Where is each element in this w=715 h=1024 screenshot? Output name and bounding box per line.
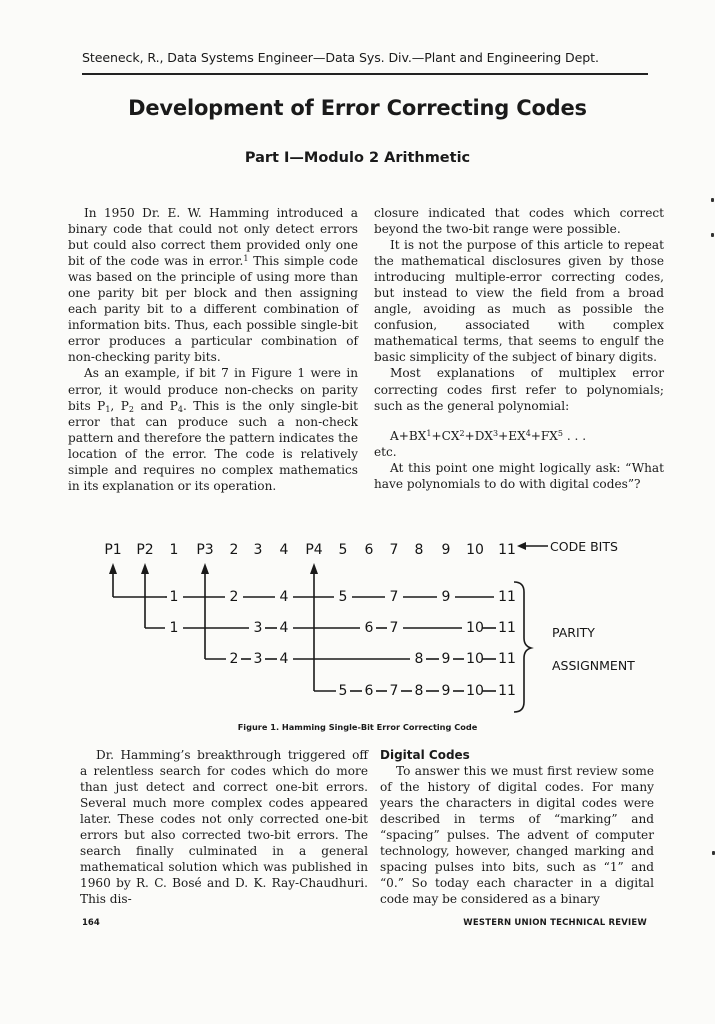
formula-term: +EX <box>498 428 526 443</box>
code-bit-label: P4 <box>305 542 323 558</box>
parity-row-bit: 2 <box>229 589 239 605</box>
exponent: 3 <box>493 428 499 438</box>
section-heading: Digital Codes <box>380 748 470 762</box>
text-run: As an example, if bit 7 in Figure 1 were in error, it would produce non-checks on parity bits P <box>68 366 358 413</box>
exponent: 2 <box>459 428 465 438</box>
parity-row-bit: 6 <box>364 620 374 636</box>
code-bits-label: CODE BITS <box>550 539 618 554</box>
formula-term: A+BX <box>390 428 427 443</box>
code-bit-label: P1 <box>104 542 122 558</box>
margin-mark <box>711 233 714 237</box>
parity-row-bit: 9 <box>441 683 451 699</box>
code-bit-label: 1 <box>169 542 179 558</box>
code-bit-label: 6 <box>364 542 374 558</box>
parity-row-bit: 4 <box>279 620 289 636</box>
parity-row-bit: 6 <box>364 683 374 699</box>
parity-row-bit: 11 <box>498 589 516 605</box>
parity-row-bit: 7 <box>389 683 399 699</box>
parity-row-bit: 9 <box>441 589 451 605</box>
subscript: 4 <box>177 404 183 414</box>
paragraph: Dr. Hamming’s breakthrough triggered off a relentless search for codes which do more than just detect and correct one-bit errors. Several much more complex codes appeared later. These codes not only corrected one-bit errors but also corrected two-bit errors. The search finally culminated in a general mathematical solution which was published in 1960 by R. C. Bosé and D. K. Ray-Chaudhuri. This dis- <box>80 748 368 907</box>
column-top-right <box>374 205 664 492</box>
hamming-diagram <box>0 530 715 720</box>
exponent: 1 <box>426 428 432 438</box>
article-title: Development of Error Correcting Codes <box>128 96 587 120</box>
paragraph: At this point one might logically ask: “What have polynomials to do with digital codes”? <box>374 460 664 491</box>
brace-label-parity: PARITY <box>552 625 595 640</box>
paragraph: To answer this we must first review some of the history of digital codes. For many years the characters in digital codes were described in terms of “marking” and “spacing” pulses. The advent of computer technology, however, changed marking and spacing pulses into bits, such as “1” and “0.” So today each character in a digital code may be considered as a binary <box>380 764 654 907</box>
polynomial-formula <box>374 428 664 444</box>
text-run: This simple code was based on the principle of using more than one parity bit per block and then assigning each parity bit to a different combination of information bits. Thus, each possible single-bit error produces a particular combination of non-checking parity bits. <box>68 254 358 365</box>
code-bit-label: 11 <box>498 542 516 558</box>
code-bit-label: P2 <box>136 542 154 558</box>
formula-term: +DX <box>464 428 494 443</box>
parity-row-bit: 1 <box>169 589 179 605</box>
parity-row-bit: 10 <box>466 620 484 636</box>
parity-row-bit: 7 <box>389 620 399 636</box>
figure-hamming-code <box>0 530 715 720</box>
paragraph: closure indicated that codes which correct beyond the two-bit range were possible. <box>374 206 664 237</box>
parity-row-bit: 11 <box>498 651 516 667</box>
paragraph: It is not the purpose of this article to repeat the mathematical disclosures given by those introducing multiple-error correcting codes, but instead to view the field from a broad angle, avoiding as much as possible the confusion, associated with complex mathematical terms, that seems to engulf the basic simplicity of the subject of binary digits. <box>374 238 664 365</box>
code-bit-label: 8 <box>414 542 424 558</box>
page-number: 164 <box>82 918 100 928</box>
text-run: , P <box>110 398 129 413</box>
column-top-left <box>68 205 358 494</box>
parity-row-bit: 4 <box>279 651 289 667</box>
parity-row-bit: 5 <box>338 683 348 699</box>
subscript: 2 <box>128 404 134 414</box>
parity-row-bit: 10 <box>466 651 484 667</box>
code-bit-label: 5 <box>338 542 348 558</box>
arrow-head-icon <box>517 542 526 550</box>
exponent: 4 <box>525 428 531 438</box>
brace-shape <box>514 582 531 712</box>
code-bit-label: 7 <box>389 542 399 558</box>
parity-row-bit: 11 <box>498 620 516 636</box>
figure-caption: Figure 1. Hamming Single-Bit Error Correcting Code <box>237 722 478 732</box>
parity-row-bit: 3 <box>253 620 263 636</box>
code-bit-label: 2 <box>229 542 239 558</box>
parity-row-bit: 7 <box>389 589 399 605</box>
header-rule <box>82 73 648 75</box>
paragraph: Most explanations of multiplex error correcting codes first refer to polynomials; such as the general polynomial: <box>374 366 664 413</box>
parity-row-bit: 9 <box>441 651 451 667</box>
formula-term: . . . <box>563 428 587 443</box>
parity-row-bit: 1 <box>169 620 179 636</box>
paragraph <box>68 205 358 365</box>
brace-label-assignment: ASSIGNMENT <box>552 658 635 673</box>
text-run: . This is the only single-bit error that can produce such a non-check pattern and therefore the pattern indicates the location of the error. The code is relatively simple and requires no complex mathematics in its explanation or its operation. <box>68 398 358 493</box>
parity-row-bit: 2 <box>229 651 239 667</box>
publication-name: WESTERN UNION TECHNICAL REVIEW <box>463 918 647 928</box>
parity-row-bit: 11 <box>498 683 516 699</box>
parity-row-bit: 4 <box>279 589 289 605</box>
author-byline: Steeneck, R., Data Systems Engineer—Data Sys. Div.—Plant and Engineering Dept. <box>82 50 599 65</box>
code-bit-label: P3 <box>196 542 214 558</box>
subscript: 1 <box>105 404 111 414</box>
code-bit-label: 9 <box>441 542 451 558</box>
text-run: In 1950 Dr. E. W. Hamming introduced a binary code that could not only detect errors but could also correct them provided only one bit of the code was in error. <box>68 206 358 269</box>
column-bottom-right <box>380 747 654 907</box>
parity-row-bit: 5 <box>338 589 348 605</box>
code-bit-label: 3 <box>253 542 263 558</box>
text-run: and P <box>133 398 178 413</box>
paragraph <box>68 365 358 493</box>
code-bit-label: 4 <box>279 542 289 558</box>
margin-mark <box>711 198 714 202</box>
exponent: 5 <box>557 428 564 438</box>
column-bottom-left <box>80 747 368 907</box>
parity-row-bit: 8 <box>414 651 424 667</box>
formula-term: +FX <box>530 428 558 443</box>
footnote-ref: 1 <box>243 254 249 264</box>
parity-row-bit: 10 <box>466 683 484 699</box>
formula-term: +CX <box>431 428 460 443</box>
paragraph: etc. <box>374 444 397 459</box>
parity-row-bit: 8 <box>414 683 424 699</box>
code-bit-label: 10 <box>466 542 484 558</box>
parity-row-bit: 3 <box>253 651 263 667</box>
article-subtitle: Part I—Modulo 2 Arithmetic <box>244 150 471 166</box>
